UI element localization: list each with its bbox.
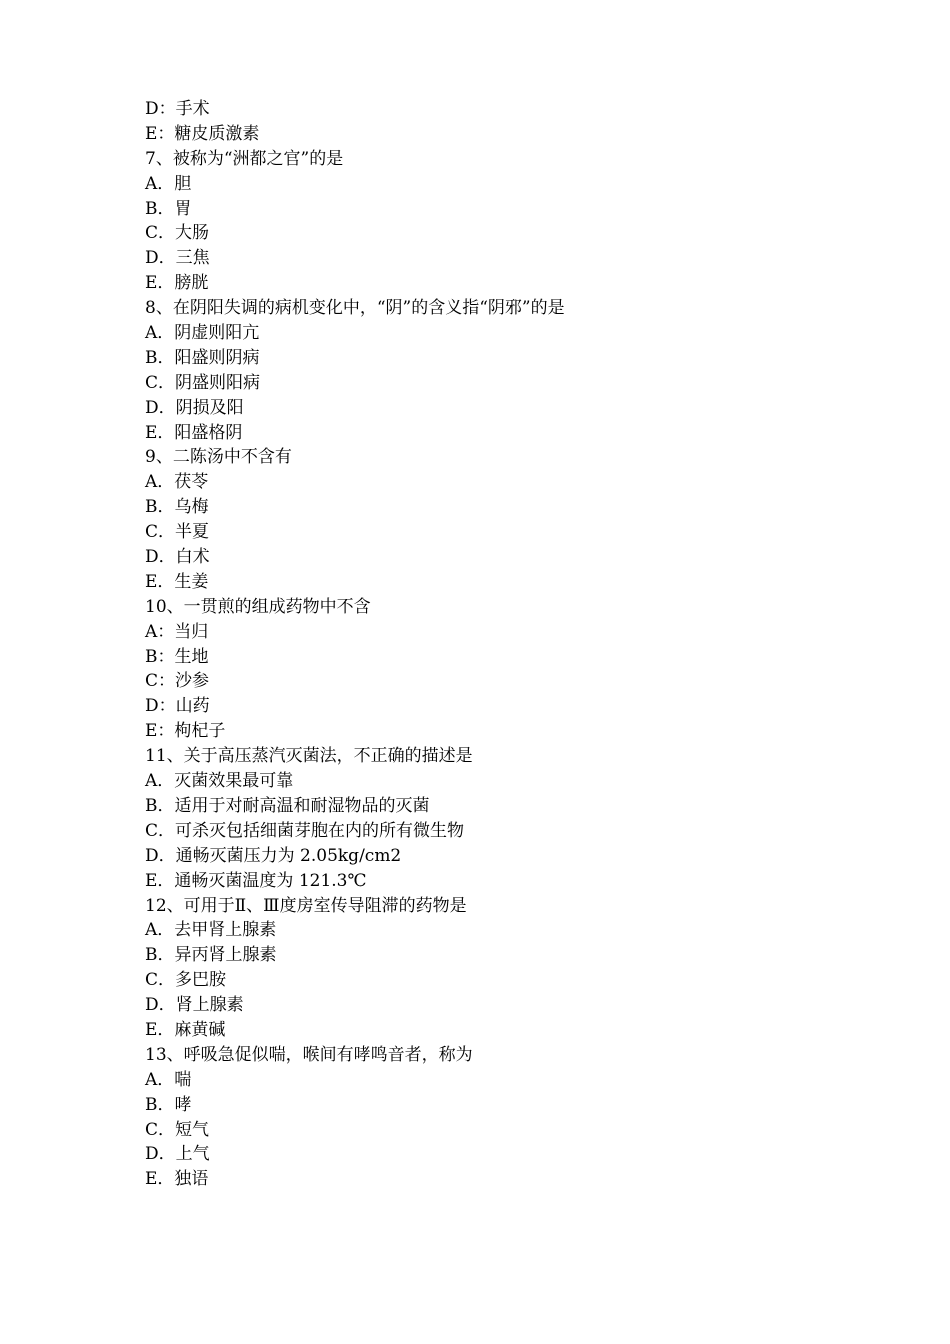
question-11: 11、关于高压蒸汽灭菌法，不正确的描述是 (145, 746, 473, 767)
option-e: E．膀胱 (145, 273, 209, 294)
option-e: E．独语 (145, 1169, 209, 1190)
option-e: E．阳盛格阴 (145, 422, 243, 443)
option-b: B．哮 (145, 1094, 192, 1115)
option-a: A．灭菌效果最可靠 (145, 771, 294, 792)
option-d: D：山药 (145, 696, 210, 717)
option-c: C．短气 (145, 1119, 210, 1140)
option-c: C．半夏 (145, 522, 210, 543)
question-13: 13、呼吸急促似喘，喉间有哮鸣音者，称为 (145, 1044, 473, 1065)
option-a: A．阴虚则阳亢 (145, 323, 260, 344)
question-7: 7、被称为“洲都之官”的是 (145, 148, 344, 169)
option-d: D．白术 (145, 547, 210, 568)
option-c: C．大肠 (145, 223, 210, 244)
option-d: D．通畅灭菌压力为 2.05kg/cm2 (145, 845, 402, 866)
option-b: B：生地 (145, 646, 209, 667)
option-d: D．上气 (145, 1144, 210, 1165)
option-c: C：沙参 (145, 671, 210, 692)
option-b: B．阳盛则阴病 (145, 347, 260, 368)
option-e: E：枸杞子 (145, 721, 226, 742)
option-c: C．多巴胺 (145, 970, 227, 991)
option-c: C．阴盛则阳病 (145, 372, 261, 393)
option-a: A．去甲肾上腺素 (145, 920, 277, 941)
option-e: E．麻黄碱 (145, 1019, 226, 1040)
option-b: B．乌梅 (145, 497, 209, 518)
question-10: 10、一贯煎的组成药物中不含 (145, 596, 371, 617)
question-12: 12、可用于Ⅱ、Ⅲ度房室传导阻滞的药物是 (145, 895, 467, 916)
option-e: E：糖皮质激素 (145, 123, 260, 144)
question-9: 9、二陈汤中不含有 (145, 447, 292, 468)
option-a: A．喘 (145, 1069, 192, 1090)
option-b: B．适用于对耐高温和耐湿物品的灭菌 (145, 795, 430, 816)
option-b: B．异丙肾上腺素 (145, 945, 277, 966)
option-d: D：手术 (145, 99, 210, 119)
document-page (145, 97, 845, 1192)
option-d: D．三焦 (145, 248, 210, 269)
question-8: 8、在阴阳失调的病机变化中，“阴”的含义指“阴邪”的是 (145, 298, 565, 319)
option-d: D．肾上腺素 (145, 995, 244, 1016)
option-b: B．胃 (145, 198, 192, 219)
option-e: E．通畅灭菌温度为 121.3℃ (145, 870, 367, 891)
option-d: D．阴损及阳 (145, 397, 244, 418)
option-a: A．茯苓 (145, 472, 209, 493)
option-a: A．胆 (145, 173, 192, 194)
option-e: E．生姜 (145, 571, 209, 592)
option-a: A：当归 (145, 621, 209, 642)
option-c: C．可杀灭包括细菌芽胞在内的所有微生物 (145, 820, 465, 841)
